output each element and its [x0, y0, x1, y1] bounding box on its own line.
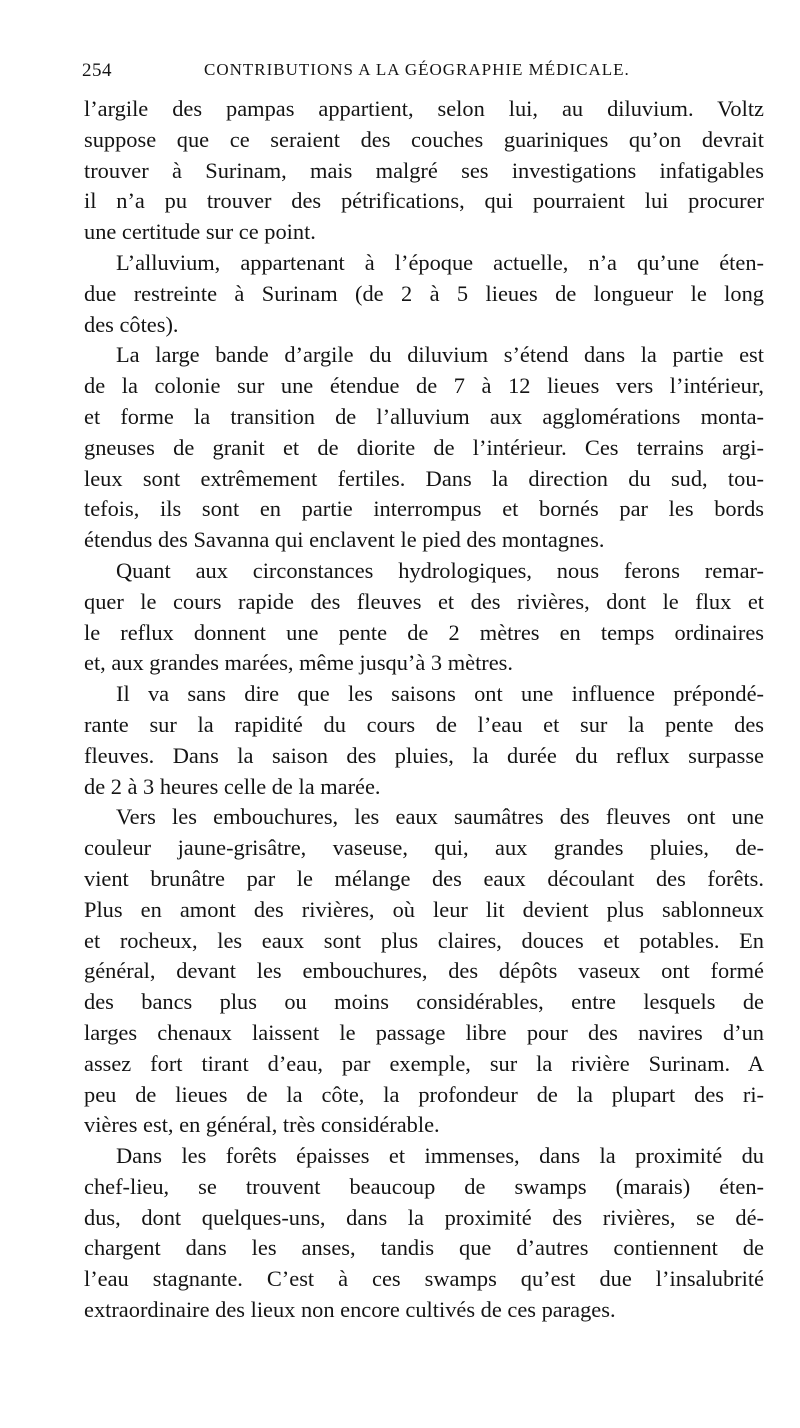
- text-line: L’alluvium, appartenant à l’époque actuelle, n’a qu’une éten-: [116, 249, 764, 275]
- text-line: vient brunâtre par le mélange des eaux découlant des forêts.: [84, 865, 764, 891]
- text-line: l’eau stagnante. C’est à ces swamps qu’est due l’insalubrité: [84, 1266, 764, 1292]
- text-line: chef-lieu, se trouvent beaucoup de swamps (marais) éten-: [84, 1173, 764, 1199]
- text-line: et, aux grandes marées, même jusqu’à 3 mètres.: [84, 650, 513, 676]
- text-line: Quant aux circonstances hydrologiques, nous ferons remar-: [116, 557, 764, 583]
- text-line: des côtes).: [84, 311, 179, 337]
- text-line: due restreinte à Surinam (de 2 à 5 lieues de longueur le long: [84, 280, 764, 306]
- text-line: fleuves. Dans la saison des pluies, la durée du reflux surpasse: [84, 742, 764, 768]
- text-line: extraordinaire des lieux non encore cultivés de ces parages.: [84, 1297, 616, 1323]
- text-line: Il va sans dire que les saisons ont une influence prépondé-: [116, 681, 764, 707]
- text-line: et rocheux, les eaux sont plus claires, douces et potables. En: [84, 927, 764, 953]
- text-line: suppose que ce seraient des couches guariniques qu’on devrait: [84, 126, 764, 152]
- text-line: l’argile des pampas appartient, selon lui, au diluvium. Voltz: [84, 96, 764, 121]
- text-line: le reflux donnent une pente de 2 mètres en temps ordinaires: [84, 619, 764, 645]
- text-line: et forme la transition de l’alluvium aux agglomérations monta-: [84, 403, 764, 429]
- text-line: de 2 à 3 heures celle de la marée.: [84, 773, 381, 799]
- text-line: peu de lieues de la côte, la profondeur de la plupart des ri-: [84, 1081, 764, 1107]
- text-line: rante sur la rapidité du cours de l’eau et sur la pente des: [84, 711, 764, 737]
- text-line: des bancs plus ou moins considérables, entre lesquels de: [84, 989, 764, 1015]
- running-title: CONTRIBUTIONS A LA GÉOGRAPHIE MÉDICALE.: [204, 60, 630, 79]
- text-line: Plus en amont des rivières, où leur lit devient plus sablonneux: [84, 896, 764, 922]
- text-line: de la colonie sur une étendue de 7 à 12 lieues vers l’intérieur,: [84, 373, 764, 399]
- text-line: Vers les embouchures, les eaux saumâtres des fleuves ont une: [116, 804, 764, 830]
- text-line: gneuses de granit et de diorite de l’intérieur. Ces terrains argi-: [84, 434, 764, 460]
- text-line: larges chenaux laissent le passage libre pour des navires d’un: [84, 1019, 764, 1045]
- text-line: leux sont extrêmement fertiles. Dans la direction du sud, tou-: [84, 465, 764, 491]
- text-line: trouver à Surinam, mais malgré ses investigations infatigables: [84, 157, 764, 183]
- text-line: dus, dont quelques-uns, dans la proximité des rivières, se dé-: [84, 1204, 764, 1230]
- text-line: une certitude sur ce point.: [84, 219, 316, 245]
- text-line: étendus des Savanna qui enclavent le pied des montagnes.: [84, 527, 605, 553]
- text-line: chargent dans les anses, tandis que d’autres contiennent de: [84, 1235, 764, 1261]
- text-line: tefois, ils sont en partie interrompus et bornés par les bords: [84, 496, 764, 522]
- text-line: couleur jaune-grisâtre, vaseuse, qui, aux grandes pluies, de-: [84, 835, 764, 861]
- text-line: assez fort tirant d’eau, par exemple, sur la rivière Surinam. A: [84, 1050, 764, 1076]
- page-number: 254: [82, 60, 112, 81]
- text-line: Dans les forêts épaisses et immenses, dans la proximité du: [116, 1143, 764, 1169]
- text-line: il n’a pu trouver des pétrifications, qui pourraient lui procurer: [84, 188, 764, 214]
- text-line: La large bande d’argile du diluvium s’étend dans la partie est: [116, 342, 764, 368]
- text-line: quer le cours rapide des fleuves et des rivières, dont le flux et: [84, 588, 764, 614]
- text-line: vières est, en général, très considérable.: [84, 1112, 440, 1138]
- running-head: [82, 60, 762, 90]
- body-text: [84, 94, 764, 1326]
- text-line: général, devant les embouchures, des dépôts vaseux ont formé: [84, 958, 764, 984]
